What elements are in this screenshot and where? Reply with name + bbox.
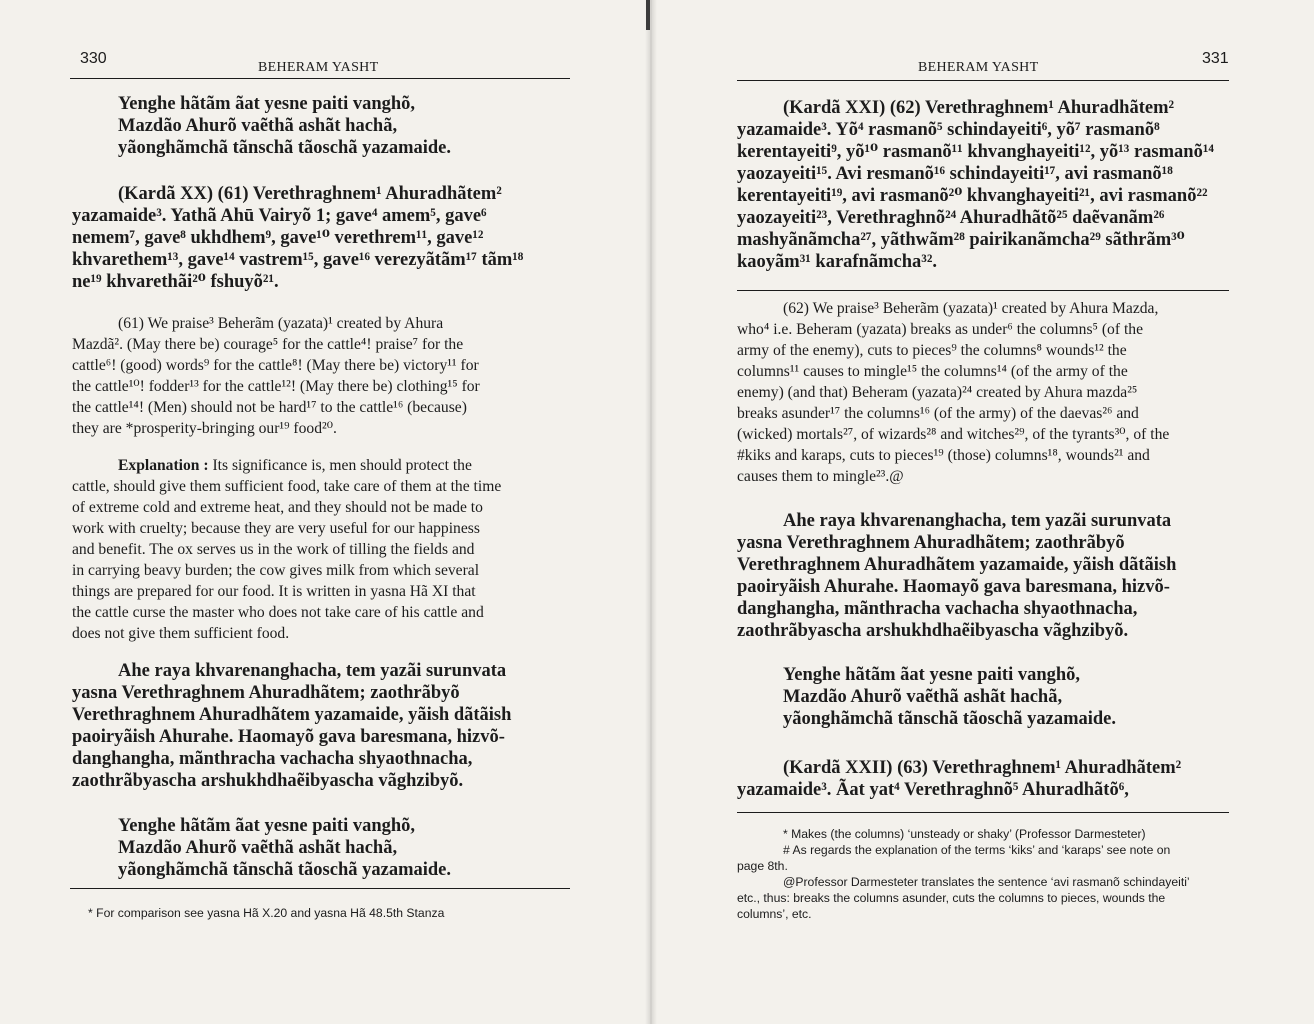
verse-line: Yenghe hãtãm ãat yesne paiti vanghõ,	[118, 94, 416, 114]
explanation-line	[72, 455, 568, 476]
translation-line: who⁴ i.e. Beheram (yazata) breaks as under⁶ the columns⁵ (of the	[737, 321, 1144, 338]
translation-line: breaks asunder¹⁷ the columns¹⁶ (of the army) of the daevas²⁶ and	[737, 405, 1139, 422]
explanation-line: in carrying beavy burden; the cow gives milk from which several	[72, 562, 480, 579]
book-gutter	[645, 0, 657, 1024]
translation-line: (wicked) mortals²⁷, of wizards²⁸ and witches²⁹, of the tyrants³⁰, of the	[737, 426, 1170, 443]
verse-bottom	[118, 815, 451, 881]
footnote-line: columns’, etc.	[737, 907, 812, 921]
page-number: 330	[80, 50, 107, 67]
verse-line: yãonghãmchã tãnschã tãoschã yazamaide.	[783, 709, 1117, 729]
translation-line: #kiks and karaps, cuts to pieces¹⁹ (those) columns¹⁸, wounds²¹ and	[737, 447, 1150, 464]
ahe-raya-line: yasna Verethraghnem Ahuradhãtem; zaothrãbyõ	[72, 683, 460, 703]
ahe-raya-line: paoiryãish Ahurahe. Haomayõ gava baresmana, hizvõ-	[72, 727, 505, 747]
footnote-line: etc., thus: breaks the columns asunder, cuts the columns to pieces, wounds the	[737, 891, 1166, 905]
verse-line: Yenghe hãtãm ãat yesne paiti vanghõ,	[118, 816, 416, 836]
explanation-label: Explanation :	[118, 457, 209, 474]
verse-line: Yenghe hãtãm ãat yesne paiti vanghõ,	[783, 665, 1081, 685]
karda-line: mashyãnãmcha²⁷, yãthwãm²⁸ pairikanãmcha²⁹ sãthrãm³⁰	[737, 230, 1185, 250]
translation-line: causes them to mingle²³.@	[737, 468, 904, 485]
header-rule	[737, 80, 1229, 81]
karda-line: kaoyãm³¹ karafnãmcha³².	[737, 252, 937, 272]
translation-line: the cattle¹⁰! fodder¹³ for the cattle¹²! (May there be) clothing¹⁵ for	[72, 378, 480, 395]
explanation-text: Its significance is, men should protect the	[212, 457, 472, 474]
footnote: * For comparison see yasna Hã X.20 and yasna Hã 48.5th Stanza	[88, 906, 445, 920]
explanation-line: cattle, should give them sufficient food, take care of them at the time	[72, 478, 502, 495]
verse-top	[118, 93, 451, 159]
karda-line: yazamaide³. Yõ⁴ rasmanõ⁵ schindayeiti⁶, yõ⁷ rasmanõ⁸	[737, 120, 1160, 140]
ahe-raya	[737, 510, 1229, 642]
translation-line: the cattle¹⁴! (Men) should not be hard¹⁷ to the cattle¹⁶ (because)	[72, 399, 467, 416]
verse-line: Mazdão Ahurõ vaẽthã ashãt hachã,	[783, 687, 1063, 707]
ahe-raya	[72, 660, 570, 792]
translation-line: columns¹¹ causes to mingle¹⁵ the columns¹⁴ (of the army of the	[737, 363, 1128, 380]
karda-line: (Kardã XXI) (62) Verethraghnem¹ Ahuradhãtem²	[783, 98, 1175, 118]
ahe-raya-line: danghangha, mãnthracha vachacha shyaothnacha,	[737, 599, 1138, 619]
verse-line: Mazdão Ahurõ vaẽthã ashãt hachã,	[118, 116, 398, 136]
ahe-raya-line: Ahe raya khvarenanghacha, tem yazãi surunvata	[118, 661, 507, 681]
ahe-raya-line: paoiryãish Ahurahe. Haomayõ gava baresmana, hizvõ-	[737, 577, 1170, 597]
running-head: BEHERAM YASHT	[258, 60, 379, 75]
translation-line: they are *prosperity-bringing our¹⁹ food²⁰.	[72, 420, 337, 437]
footnotes	[737, 826, 1229, 922]
explanation-line: things are prepared for our food. It is written in yasna Hã XI that	[72, 583, 476, 600]
translation-62	[737, 298, 1229, 487]
ahe-raya-line: Ahe raya khvarenanghacha, tem yazãi surunvata	[783, 511, 1172, 531]
karda-line: yaozayeiti²³, Verethraghnõ²⁴ Ahuradhãtõ²⁵ daẽvanãm²⁶	[737, 208, 1165, 228]
header-rule	[70, 78, 570, 79]
karda-line: (Kardã XX) (61) Verethraghnem¹ Ahuradhãtem²	[118, 184, 502, 204]
ahe-raya-line: yasna Verethraghnem Ahuradhãtem; zaothrãbyõ	[737, 533, 1125, 553]
left-page	[0, 0, 645, 1024]
ahe-raya-line: danghangha, mãnthracha vachacha shyaothnacha,	[72, 749, 473, 769]
verse-line: yãonghãmchã tãnschã tãoschã yazamaide.	[118, 138, 452, 158]
translation-line: (61) We praise³ Beherãm (yazata)¹ created by Ahura	[118, 315, 444, 332]
right-page	[657, 0, 1314, 1024]
running-head: BEHERAM YASHT	[918, 60, 1039, 75]
translation-line: enemy) (and that) Beheram (yazata)²⁴ created by Ahura mazda²⁵	[737, 384, 1138, 401]
footnote-rule	[70, 888, 570, 889]
translation-line: army of the enemy), cuts to pieces⁹ the columns⁸ wounds¹² the	[737, 342, 1127, 359]
karda-line: yazamaide³. Ãat yat⁴ Verethraghnõ⁵ Ahuradhãtõ⁶,	[737, 780, 1129, 800]
translation-61	[72, 313, 568, 439]
footnote-line: # As regards the explanation of the terms ‘kiks’ and ‘karaps’ see note on	[783, 843, 1171, 857]
translation-line: Mazdã². (May there be) courage⁵ for the cattle⁴! praise⁷ for the	[72, 336, 464, 353]
ahe-raya-line: Verethraghnem Ahuradhãtem yazamaide, yãish dãtãish	[737, 555, 1177, 575]
explanation	[72, 455, 568, 644]
ahe-raya-line: zaothrãbyascha arshukhdhaẽibyascha vãghzibyõ.	[72, 771, 464, 791]
karda-xx	[72, 183, 570, 293]
explanation-line: does not give them sufficient food.	[72, 625, 290, 642]
gutter-binding-mark	[646, 0, 650, 30]
karda-line: khvarethem¹³, gave¹⁴ vastrem¹⁵, gave¹⁶ verezyãtãm¹⁷ tãm¹⁸	[72, 250, 524, 270]
karda-line: yazamaide³. Yathã Ahū Vairyõ 1; gave⁴ amem⁵, gave⁶	[72, 206, 487, 226]
page-number: 331	[1202, 50, 1229, 67]
footnote-line: * Makes (the columns) ‘unsteady or shaky’ (Professor Darmesteter)	[783, 827, 1146, 841]
ahe-raya-line: Verethraghnem Ahuradhãtem yazamaide, yãish dãtãish	[72, 705, 512, 725]
karda-line: (Kardã XXII) (63) Verethraghnem¹ Ahuradhãtem²	[783, 758, 1182, 778]
verse-line: yãonghãmchã tãnschã tãoschã yazamaide.	[118, 860, 452, 880]
footnote-rule	[737, 812, 1229, 813]
verse-line: Mazdão Ahurõ vaẽthã ashãt hachã,	[118, 838, 398, 858]
karda-line: kerentayeiti¹⁹, avi rasmanõ²⁰ khvanghayeiti²¹, avi rasmanõ²²	[737, 186, 1208, 206]
footnote-line: @Professor Darmesteter translates the sentence ‘avi rasmanõ schindayeiti’	[783, 875, 1190, 889]
explanation-line: and benefit. The ox serves us in the work of tilling the fields and	[72, 541, 475, 558]
explanation-line: the cattle curse the master who does not take care of his cattle and	[72, 604, 484, 621]
explanation-line: of extreme cold and extreme heat, and they should not be made to	[72, 499, 483, 516]
karda-xxii	[737, 757, 1229, 801]
explanation-line: work with cruelty; because they are very useful for our happiness	[72, 520, 480, 537]
karda-line: kerentayeiti⁹, yõ¹⁰ rasmanõ¹¹ khvanghayeiti¹², yõ¹³ rasmanõ¹⁴	[737, 142, 1214, 162]
translation-line: (62) We praise³ Beherãm (yazata)¹ created by Ahura Mazda,	[783, 300, 1159, 317]
karda-line: yaozayeiti¹⁵. Avi resmanõ¹⁶ schindayeiti¹⁷, avi rasmanõ¹⁸	[737, 164, 1173, 184]
section-rule	[737, 290, 1229, 291]
footnote-line: page 8th.	[737, 859, 788, 873]
karda-xxi	[737, 97, 1229, 273]
karda-line: ne¹⁹ khvarethãi²⁰ fshuyõ²¹.	[72, 272, 279, 292]
verse	[783, 664, 1116, 730]
translation-line: cattle⁶! (good) words⁹ for the cattle⁸! (May there be) victory¹¹ for	[72, 357, 479, 374]
karda-line: nemem⁷, gave⁸ ukhdhem⁹, gave¹⁰ verethrem¹¹, gave¹²	[72, 228, 484, 248]
ahe-raya-line: zaothrãbyascha arshukhdhaẽibyascha vãghzibyõ.	[737, 621, 1129, 641]
